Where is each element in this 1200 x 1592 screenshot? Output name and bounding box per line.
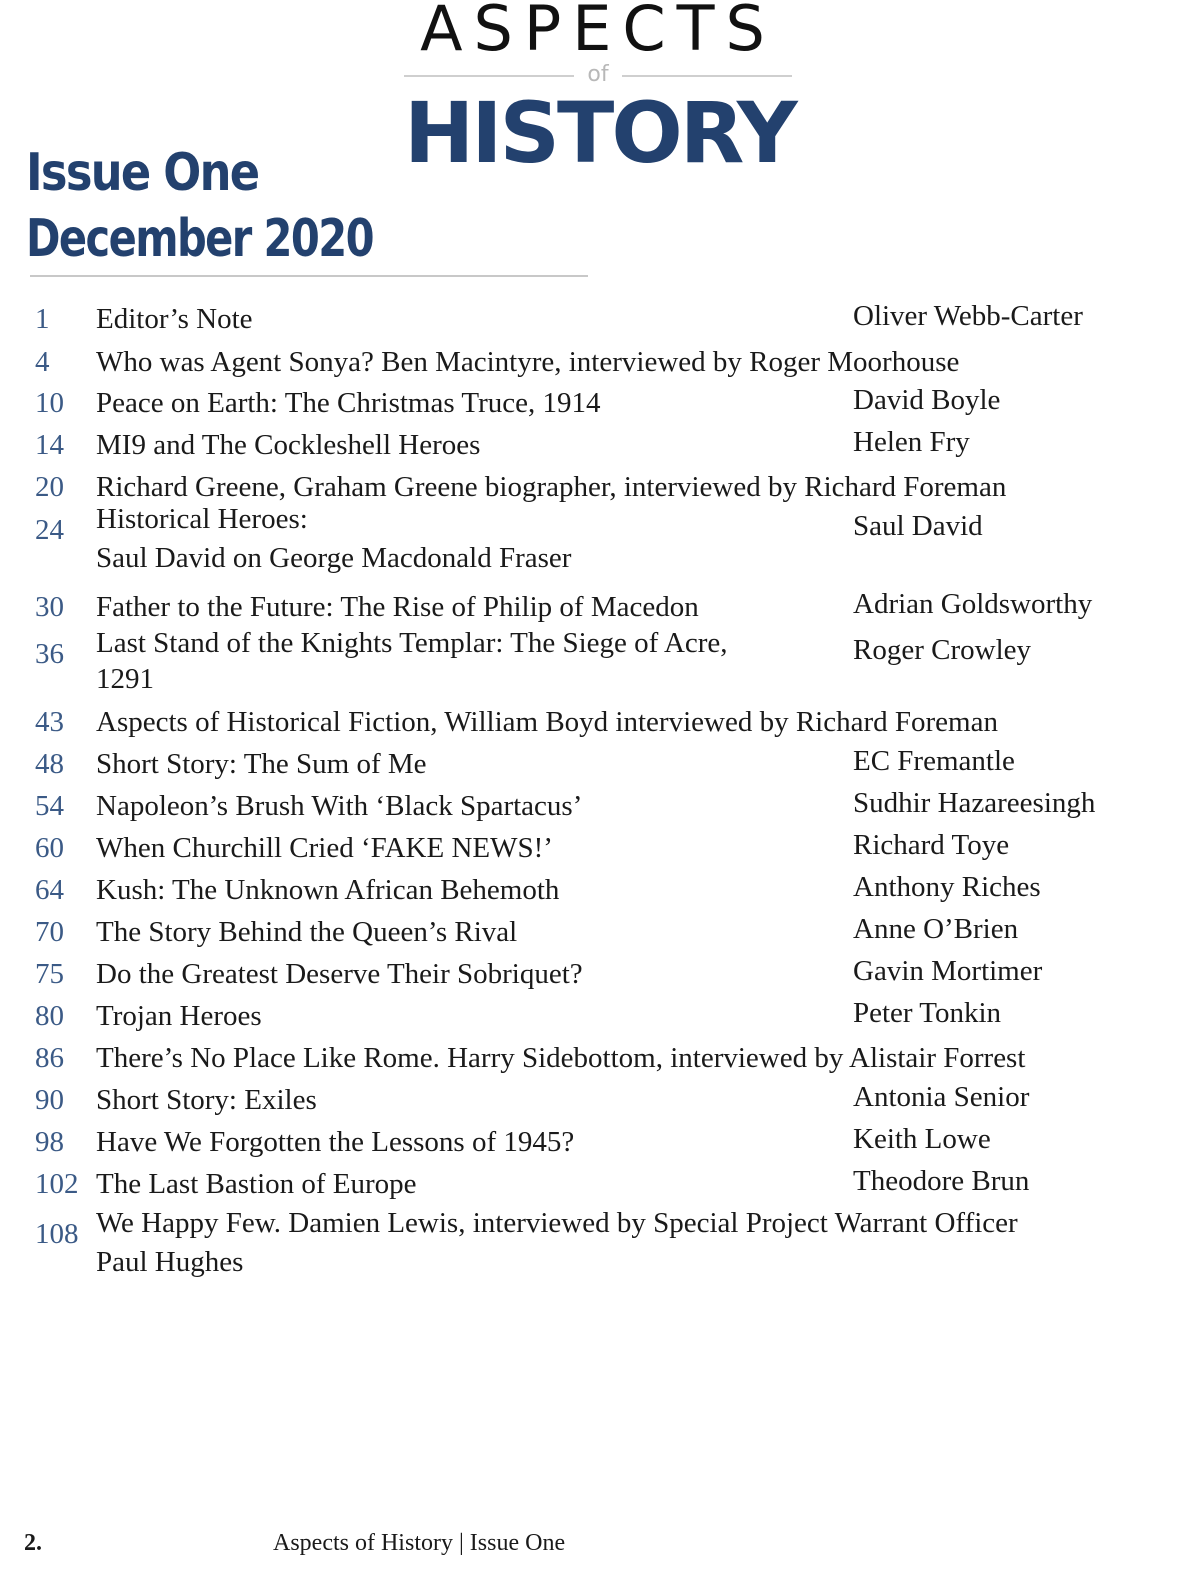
toc-title: MI9 and The Cockleshell Heroes bbox=[96, 429, 481, 461]
toc-page-number: 14 bbox=[35, 429, 64, 461]
divider bbox=[30, 275, 588, 277]
logo-word-history: HISTORY bbox=[404, 84, 795, 182]
toc-author: Antonia Senior bbox=[853, 1081, 1030, 1113]
toc-author: EC Fremantle bbox=[853, 745, 1015, 777]
toc-title: Aspects of Historical Fiction, William Boyd interviewed by Richard Foreman bbox=[96, 706, 998, 738]
toc-title: Have We Forgotten the Lessons of 1945? bbox=[96, 1126, 575, 1158]
toc-page-number: 64 bbox=[35, 874, 64, 906]
toc-page-number: 43 bbox=[35, 706, 64, 738]
toc-page-number: 36 bbox=[35, 638, 64, 670]
page-number: 2. bbox=[24, 1530, 42, 1556]
toc-page-number: 24 bbox=[35, 514, 64, 546]
toc-author: Anthony Riches bbox=[853, 871, 1041, 903]
toc-author: David Boyle bbox=[853, 384, 1001, 416]
toc-title: Napoleon’s Brush With ‘Black Spartacus’ bbox=[96, 790, 583, 822]
issue-date: December 2020 bbox=[26, 209, 373, 269]
toc-title: Who was Agent Sonya? Ben Macintyre, interviewed by Roger Moorhouse bbox=[96, 346, 960, 378]
toc-author: Adrian Goldsworthy bbox=[853, 588, 1093, 620]
toc-title: The Story Behind the Queen’s Rival bbox=[96, 916, 518, 948]
toc-author: Oliver Webb-Carter bbox=[853, 300, 1083, 332]
issue-title: Issue One bbox=[26, 143, 259, 203]
toc-page-number: 98 bbox=[35, 1126, 64, 1158]
toc-title: Last Stand of the Knights Templar: The Siege of Acre, bbox=[96, 627, 728, 659]
toc-title: Editor’s Note bbox=[96, 303, 253, 335]
toc-author: Helen Fry bbox=[853, 426, 970, 458]
toc-page-number: 20 bbox=[35, 471, 64, 503]
toc-author: Sudhir Hazareesingh bbox=[853, 787, 1096, 819]
toc-page-number: 90 bbox=[35, 1084, 64, 1116]
toc-title: Kush: The Unknown African Behemoth bbox=[96, 874, 560, 906]
toc-title: Richard Greene, Graham Greene biographer, interviewed by Richard Foreman bbox=[96, 471, 1007, 503]
toc-title: When Churchill Cried ‘FAKE NEWS!’ bbox=[96, 832, 553, 864]
toc-page-number: 54 bbox=[35, 790, 64, 822]
toc-title: 1291 bbox=[96, 663, 154, 695]
logo-word-of: of bbox=[587, 62, 609, 87]
toc-author: Peter Tonkin bbox=[853, 997, 1002, 1029]
toc-title: Saul David on George Macdonald Fraser bbox=[96, 542, 572, 574]
toc-title: Trojan Heroes bbox=[96, 1000, 262, 1032]
toc-page-number: 75 bbox=[35, 958, 64, 990]
toc-page-number: 4 bbox=[35, 346, 50, 378]
toc-title: Historical Heroes: bbox=[96, 503, 308, 535]
toc-page-number: 80 bbox=[35, 1000, 64, 1032]
toc-author: Keith Lowe bbox=[853, 1123, 991, 1155]
toc-page-number: 30 bbox=[35, 591, 64, 623]
issue-heading bbox=[26, 140, 460, 272]
toc-title: Do the Greatest Deserve Their Sobriquet? bbox=[96, 958, 583, 990]
toc-page-number: 48 bbox=[35, 748, 64, 780]
toc-title: There’s No Place Like Rome. Harry Sidebottom, interviewed by Alistair Forrest bbox=[96, 1042, 1026, 1074]
running-footer: Aspects of History | Issue One bbox=[273, 1530, 566, 1556]
toc-author: Gavin Mortimer bbox=[853, 955, 1043, 987]
masthead-logo bbox=[404, 0, 795, 182]
toc-author: Roger Crowley bbox=[853, 634, 1031, 666]
toc-author: Theodore Brun bbox=[853, 1165, 1030, 1197]
toc-page-number: 10 bbox=[35, 387, 64, 419]
logo-word-aspects: ASPECTS bbox=[420, 0, 776, 65]
toc-title: Peace on Earth: The Christmas Truce, 1914 bbox=[96, 387, 601, 419]
toc-page-number: 70 bbox=[35, 916, 64, 948]
toc-title: Father to the Future: The Rise of Philip of Macedon bbox=[96, 591, 699, 623]
toc-title: Short Story: Exiles bbox=[96, 1084, 317, 1116]
toc-title: Paul Hughes bbox=[96, 1246, 244, 1278]
toc-page-number: 102 bbox=[35, 1168, 79, 1200]
toc-page-number: 60 bbox=[35, 832, 64, 864]
toc-author: Richard Toye bbox=[853, 829, 1010, 861]
toc-title: Short Story: The Sum of Me bbox=[96, 748, 427, 780]
toc-author: Anne O’Brien bbox=[853, 913, 1019, 945]
toc-title: The Last Bastion of Europe bbox=[96, 1168, 417, 1200]
toc-title: We Happy Few. Damien Lewis, interviewed by Special Project Warrant Officer bbox=[96, 1207, 1018, 1239]
toc-page-number: 108 bbox=[35, 1218, 79, 1250]
toc-author: Saul David bbox=[853, 510, 983, 542]
toc-page-number: 1 bbox=[35, 303, 50, 335]
toc-page-number: 86 bbox=[35, 1042, 64, 1074]
